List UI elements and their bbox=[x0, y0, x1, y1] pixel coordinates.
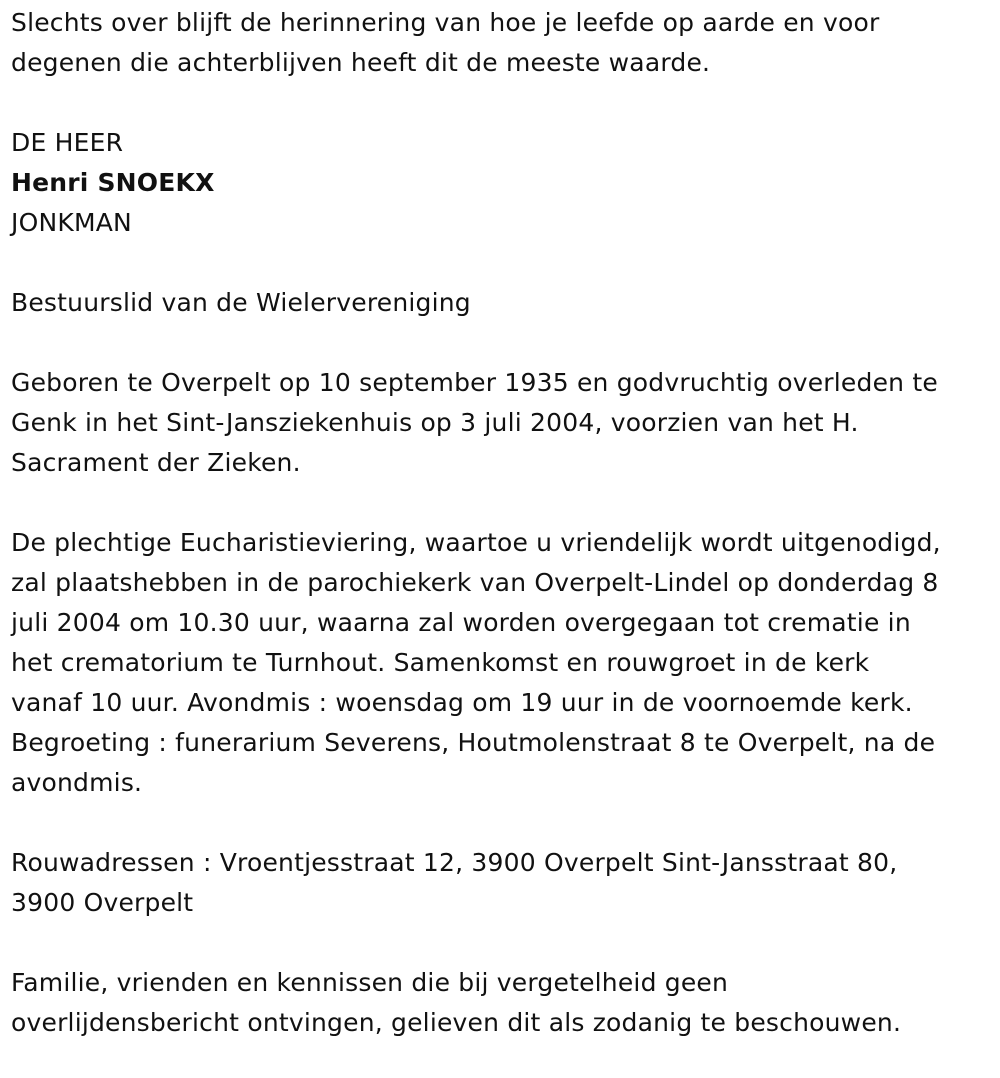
person-title: DE HEER bbox=[11, 128, 124, 157]
ceremony-paragraph bbox=[11, 523, 985, 803]
ceremony-line-2: zal plaatshebben in de parochiekerk van Overpelt-Lindel op donderdag 8 bbox=[11, 568, 939, 597]
closing-line-2: overlijdensbericht ontvingen, gelieven dit als zodanig te beschouwen. bbox=[11, 1008, 902, 1037]
closing-paragraph bbox=[11, 963, 985, 1043]
person-block bbox=[11, 123, 985, 243]
ceremony-line-4: het crematorium te Turnhout. Samenkomst en rouwgroet in de kerk bbox=[11, 648, 870, 677]
ceremony-line-6: Begroeting : funerarium Severens, Houtmolenstraat 8 te Overpelt, na de bbox=[11, 728, 936, 757]
addresses-line-1: Rouwadressen : Vroentjesstraat 12, 3900 Overpelt Sint-Jansstraat 80, bbox=[11, 848, 898, 877]
person-status: JONKMAN bbox=[11, 208, 132, 237]
ceremony-line-1: De plechtige Eucharistieviering, waartoe u vriendelijk wordt uitgenodigd, bbox=[11, 528, 941, 557]
addresses-paragraph bbox=[11, 843, 985, 923]
birth-death-line-2: Genk in het Sint-Jansziekenhuis op 3 juli 2004, voorzien van het H. bbox=[11, 408, 859, 437]
spacer bbox=[11, 483, 985, 523]
spacer bbox=[11, 83, 985, 123]
ceremony-line-5: vanaf 10 uur. Avondmis : woensdag om 19 uur in de voornoemde kerk. bbox=[11, 688, 913, 717]
ceremony-line-7: avondmis. bbox=[11, 768, 143, 797]
spacer bbox=[11, 243, 985, 283]
closing-line-1: Familie, vrienden en kennissen die bij vergetelheid geen bbox=[11, 968, 729, 997]
intro-line-1: Slechts over blijft de herinnering van hoe je leefde op aarde en voor bbox=[11, 8, 880, 37]
spacer bbox=[11, 803, 985, 843]
spacer bbox=[11, 323, 985, 363]
addresses-line-2: 3900 Overpelt bbox=[11, 888, 194, 917]
intro-quote bbox=[11, 3, 985, 83]
birth-death-paragraph bbox=[11, 363, 985, 483]
role-line: Bestuurslid van de Wielervereniging bbox=[11, 288, 471, 317]
role-paragraph bbox=[11, 283, 985, 323]
ceremony-line-3: juli 2004 om 10.30 uur, waarna zal worden overgegaan tot crematie in bbox=[11, 608, 911, 637]
birth-death-line-1: Geboren te Overpelt op 10 september 1935 en godvruchtig overleden te bbox=[11, 368, 938, 397]
spacer bbox=[11, 923, 985, 963]
person-name: Henri SNOEKX bbox=[11, 168, 215, 197]
birth-death-line-3: Sacrament der Zieken. bbox=[11, 448, 301, 477]
intro-line-2: degenen die achterblijven heeft dit de meeste waarde. bbox=[11, 48, 711, 77]
